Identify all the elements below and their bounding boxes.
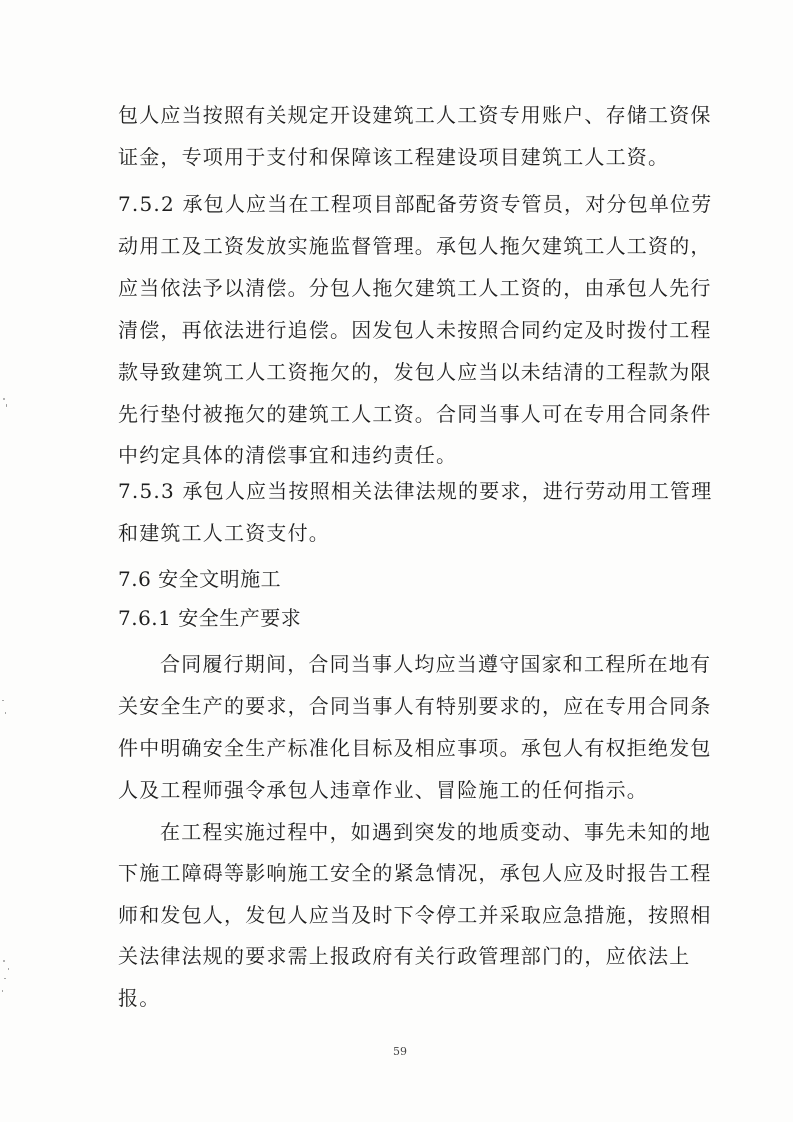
text-line: 清偿，再依法进行追偿。因发包人未按照合同约定及时拨付工程 xyxy=(118,318,712,342)
text-line: 关法律法规的要求需上报政府有关行政管理部门的，应依法上 xyxy=(118,944,691,968)
page-number: 59 xyxy=(393,1045,407,1058)
scan-speck xyxy=(8,968,9,970)
text-line: 师和发包人，发包人应当及时下令停工并采取应急措施，按照相 xyxy=(118,903,712,927)
text-line: 下施工障碍等影响施工安全的紧急情况，承包人应及时报告工程 xyxy=(118,861,712,885)
subsection-heading: 7.6.1 安全生产要求 xyxy=(118,606,302,630)
text-line: 中约定具体的清偿事宜和违约责任。 xyxy=(118,443,458,467)
text-line: 关安全生产的要求，合同当事人有特别要求的，应在专用合同条 xyxy=(118,694,712,718)
text-line: 和建筑工人工资支付。 xyxy=(118,521,330,545)
scan-speck xyxy=(3,398,5,400)
text-line: 动用工及工资发放实施监督管理。承包人拖欠建筑工人工资的， xyxy=(118,234,712,258)
scan-speck xyxy=(2,700,4,701)
text-line: 7.5.2 承包人应当在工程项目部配备劳资专管员，对分包单位劳 xyxy=(118,192,713,216)
text-line: 包人应当按照有关规定开设建筑工人工资专用账户、存储工资保 xyxy=(118,103,712,127)
text-line: 件中明确安全生产标准化目标及相应事项。承包人有权拒绝发包 xyxy=(118,736,712,760)
text-line: 款导致建筑工人工资拖欠的，发包人应当以未结清的工程款为限 xyxy=(118,360,712,384)
scan-speck xyxy=(4,978,6,979)
text-line: 报。 xyxy=(118,986,161,1010)
scan-speck xyxy=(2,990,3,992)
scan-speck xyxy=(5,712,6,714)
scan-speck xyxy=(6,404,7,407)
text-line: 应当依法予以清偿。分包人拖欠建筑工人工资的，由承包人先行 xyxy=(118,276,712,300)
text-line: 人及工程师强令承包人违章作业、冒险施工的任何指示。 xyxy=(118,778,648,802)
text-line: 在工程实施过程中，如遇到突发的地质变动、事先未知的地 xyxy=(160,820,712,844)
scan-speck xyxy=(3,960,5,962)
text-line: 合同履行期间，合同当事人均应当遵守国家和工程所在地有 xyxy=(160,652,712,676)
text-line: 先行垫付被拖欠的建筑工人工资。合同当事人可在专用合同条件 xyxy=(118,402,712,426)
text-line: 证金，专项用于支付和保障该工程建设项目建筑工人工资。 xyxy=(118,145,670,169)
text-line: 7.5.3 承包人应当按照相关法律法规的要求，进行劳动用工管理 xyxy=(118,479,713,503)
section-heading: 7.6 安全文明施工 xyxy=(118,567,282,591)
